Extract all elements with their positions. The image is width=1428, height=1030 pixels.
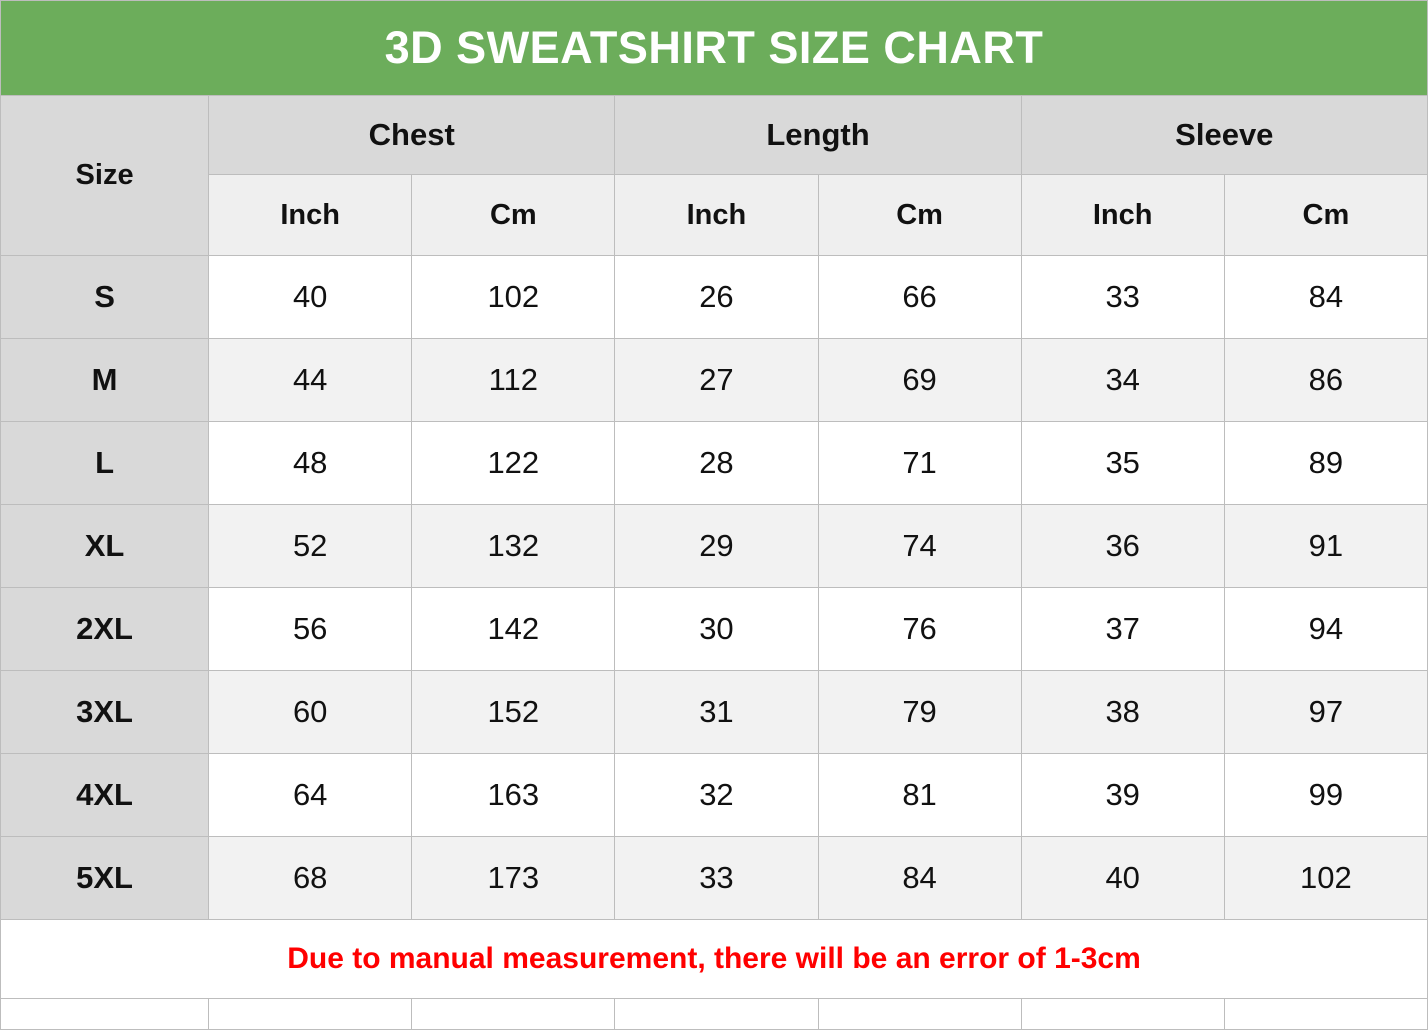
cell-chest-inch: 68 [209,837,412,920]
header-group-sleeve: Sleeve [1021,96,1427,175]
cell-sleeve-inch: 37 [1021,588,1224,671]
row-size-label: 3XL [1,671,209,754]
cell-length-inch: 33 [615,837,818,920]
cell-sleeve-cm: 89 [1224,422,1427,505]
group-header-row [1,96,1428,175]
header-group-length: Length [615,96,1021,175]
cell-chest-inch: 60 [209,671,412,754]
cell-sleeve-inch: 34 [1021,339,1224,422]
table-footer-row [1,999,1428,1030]
cell-length-cm: 84 [818,837,1021,920]
header-unit-chest-inch: Inch [209,175,412,256]
cell-sleeve-inch: 39 [1021,754,1224,837]
header-unit-chest-cm: Cm [412,175,615,256]
cell-length-cm: 66 [818,256,1021,339]
title-row [1,1,1428,96]
cell-chest-cm: 152 [412,671,615,754]
cell-sleeve-cm: 97 [1224,671,1427,754]
footer-cell [615,999,818,1030]
measurement-note: Due to manual measurement, there will be an error of 1-3cm [1,920,1428,999]
cell-length-cm: 69 [818,339,1021,422]
cell-chest-inch: 48 [209,422,412,505]
cell-length-inch: 31 [615,671,818,754]
cell-sleeve-inch: 33 [1021,256,1224,339]
cell-sleeve-inch: 38 [1021,671,1224,754]
footer-cell [1,999,209,1030]
row-size-label: M [1,339,209,422]
header-unit-length-inch: Inch [615,175,818,256]
cell-chest-cm: 102 [412,256,615,339]
cell-sleeve-cm: 84 [1224,256,1427,339]
footer-cell [412,999,615,1030]
row-size-label: 5XL [1,837,209,920]
row-size-label: S [1,256,209,339]
cell-length-cm: 81 [818,754,1021,837]
cell-length-cm: 71 [818,422,1021,505]
cell-chest-cm: 112 [412,339,615,422]
cell-chest-cm: 122 [412,422,615,505]
table-row [1,754,1428,837]
cell-sleeve-inch: 40 [1021,837,1224,920]
footer-cell [1021,999,1224,1030]
table-row [1,256,1428,339]
row-size-label: XL [1,505,209,588]
cell-chest-inch: 64 [209,754,412,837]
cell-sleeve-cm: 86 [1224,339,1427,422]
header-size: Size [1,96,209,256]
header-unit-length-cm: Cm [818,175,1021,256]
cell-length-inch: 29 [615,505,818,588]
header-unit-sleeve-inch: Inch [1021,175,1224,256]
footer-cell [209,999,412,1030]
cell-chest-inch: 44 [209,339,412,422]
cell-length-inch: 26 [615,256,818,339]
cell-sleeve-inch: 35 [1021,422,1224,505]
row-size-label: L [1,422,209,505]
header-group-chest: Chest [209,96,615,175]
cell-length-inch: 32 [615,754,818,837]
cell-chest-inch: 52 [209,505,412,588]
cell-length-cm: 74 [818,505,1021,588]
cell-length-inch: 28 [615,422,818,505]
table-row [1,422,1428,505]
table-row [1,588,1428,671]
table-row [1,671,1428,754]
cell-sleeve-cm: 99 [1224,754,1427,837]
chart-title: 3D SWEATSHIRT SIZE CHART [1,1,1428,96]
cell-length-inch: 30 [615,588,818,671]
cell-sleeve-cm: 91 [1224,505,1427,588]
row-size-label: 2XL [1,588,209,671]
cell-chest-cm: 173 [412,837,615,920]
cell-chest-inch: 40 [209,256,412,339]
header-unit-sleeve-cm: Cm [1224,175,1427,256]
table-row [1,505,1428,588]
cell-sleeve-cm: 94 [1224,588,1427,671]
cell-sleeve-cm: 102 [1224,837,1427,920]
footer-cell [818,999,1021,1030]
cell-length-inch: 27 [615,339,818,422]
cell-chest-inch: 56 [209,588,412,671]
cell-sleeve-inch: 36 [1021,505,1224,588]
row-size-label: 4XL [1,754,209,837]
note-row [1,920,1428,999]
unit-header-row [1,175,1428,256]
cell-chest-cm: 142 [412,588,615,671]
cell-length-cm: 76 [818,588,1021,671]
table-row [1,837,1428,920]
cell-chest-cm: 163 [412,754,615,837]
table-row [1,339,1428,422]
cell-length-cm: 79 [818,671,1021,754]
cell-chest-cm: 132 [412,505,615,588]
footer-cell [1224,999,1427,1030]
